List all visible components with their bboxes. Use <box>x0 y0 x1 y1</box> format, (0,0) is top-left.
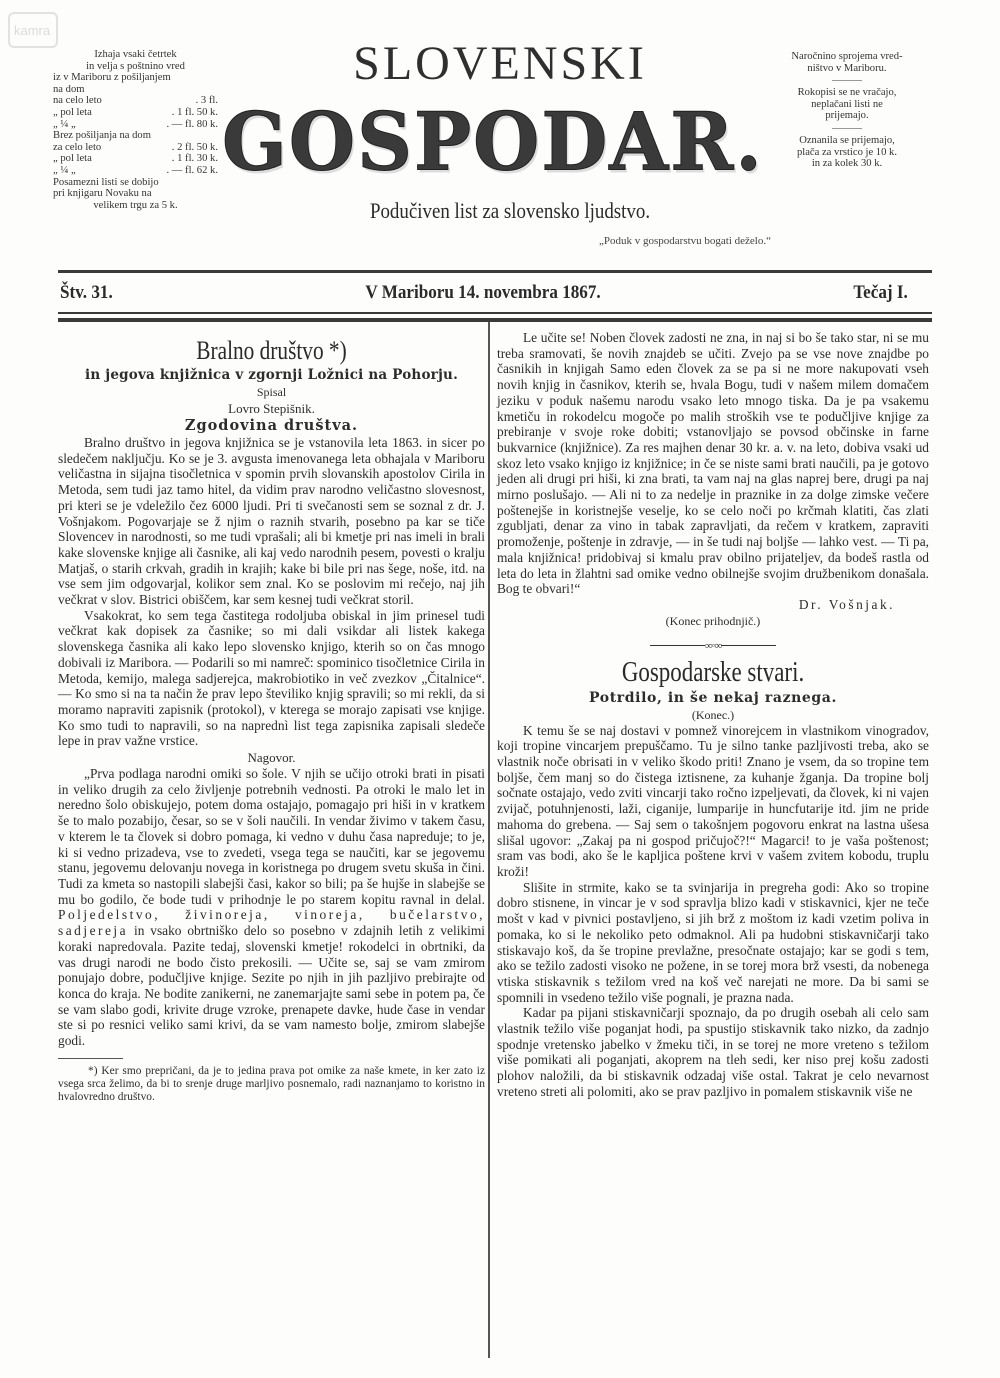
article-subtitle: Potrdilo, in še nekaj raznega. <box>589 689 837 706</box>
price-label: za celo leto <box>53 141 102 153</box>
paragraph: Kadar pa pijani stiskavničarji spoznajo, da po drugih osebah ali celo sam vlastnik težilo više poganjat hodi, pa spustijo stiskavnik tako nizko, da zadnjo spodnje vretensko jabelko v žmeku tiči, in se torej ne more vreteno s težilom više pomikati ali poganjati, akoprem na tleh sedi, ker niso prej košu zadosti plohov naložili, da bi stiskavnik odzadaj više ostal. Takrat je celo nevarnost vreteno streti ali polomiti, ako se prav pazljivo in pomalem stiskavnik više ne <box>497 1005 929 1099</box>
paragraph: Vsakokrat, ko sem tega častitega rodoljuba obiskal in jim prinesel tudi večkrat kak dopisek za časnike; so mi dali vsikdar ali listek kakega slovenskega časnika ali kako lepo slovensko knjigo, kterih so on čas mnogo dobivali iz Maribora. — Podarili so mi namreč: spominico tisočletnice Cirila in Metoda, kemijo, malega sadjerejca, makrobiotiko in več zvezkov „Čitalnice“. — Ko smo si na ta način že prav lepo številiko knjig spravili; so mi rekli, da si moramo napraviti zapisnik (protokol), v kterega se morajo zapisati vse knjige. Ko smo tudi to napravili, so na naprednì list tega zapisnika zapisali sledeče lepe in prav važne vrstice. <box>58 607 485 749</box>
info-line: ništvo v Mariboru. <box>807 62 887 74</box>
price-value: . 2 fl. 50 k. <box>171 141 218 153</box>
info-line: Izhaja vsaki četrtek <box>94 49 177 60</box>
price-value: . 1 fl. 50 k. <box>171 106 218 118</box>
price-label: „ ¼ „ <box>53 164 76 176</box>
subscription-info <box>53 49 218 211</box>
issue-number: Štv. 31. <box>60 282 113 303</box>
emphasized-text: Poljedelstvo, živinoreja, vinoreja, bučelarstvo, sadjereja <box>58 907 485 939</box>
info-line: neplačani listi ne <box>811 98 883 110</box>
dateline <box>60 282 908 304</box>
price-label: „ pol leta <box>53 106 92 118</box>
info-line: iz v Mariboru z pošiljanjem <box>53 72 171 84</box>
paragraph-text: „Prva podlaga narodni omiki so šole. V njih se učijo otroki brati in pisati in veliko drugih za celo življenje potrebnih vednosti. Pa otroki le malo let in neredno šolo obiskujejo, potem doma ostajajo, pomagajo pri hiši in v kratkem še to malo pozabijo, česar, so se v šoli naučili. In vendar živimo v takem času, v kterem le ta človek si dobro pomaga, ki vedno v duhu časa napreduje; to je, ki si vedno prizadeva, vse to zvedeti, vsega tega se naučiti, kar se jegovemu stanu, jegovemu delovanju novega in koristnega po drugem svetu skuša in čini. Tudi za kmeta so nastopili slabejši časi, kakor so bili; pa še hujše in slabejše se mu bo godilo, če bode tudi v prihodnje le po starem kopitu ravnal in delal. <box>58 766 485 907</box>
price-row <box>53 153 218 165</box>
paragraph: Le učite se! Noben človek zadosti ne zna, in naj si bo še tako star, ni se mu treba sramovati, še novih znajdeb se učiti. Zvejo pa se vse nove znajdbe po časnikih in knjigah Samo eden človek za se pa si ne more nakupovati vseh novih knjig in časnikov, kterih se, hvala Bogu, tudi v našem milem domačem jeziku v poduk našemu narodu vsako leto mnogo tiska. Da je pa vsakemu kmetiču in rokodelcu mogoče po malih stroških vse te podučljive knjige za prebiranje v svoje roke dobiti; vstanovljajo se povsod občinske in farne bukvarnice (knjižnice). Za res majhen denar 30 kr. a. v. na leto, dobiva vsaki ud skoz leto vsako knjigo iz knjižnice; in če se niste sami brati naučili, pa je gotovo jeden ali drugi pri hiši, ki zna brati, ta vam naj na glas naprej bere, drugi pa naj mirno poslušajo. — Ali ni to za nedelje in praznike in za dolge zimske večere poštenejše in koristnejše veselje, ko se celo noči po krčmah klatiti, čas zlati zgubljati, denar za vino in tabak zapravljati, da rečem v kratkem, zapraviti promoženje, poštenje in zdravje, — in še tudi naj boljše — lahko vest. — Ti pa, mala knjižnica! pridobivaj si kmalu prav obilno prijateljev, da bodeš rastla od leta do leta in žlahtni sad omike vedno obilnejše svojim družbenikom donašala. Bog te obvari!“ <box>497 330 929 597</box>
watermark-logo: kamra <box>8 12 58 48</box>
info-line: Naročnino sprojema vred- <box>791 51 903 62</box>
price-row <box>53 165 218 177</box>
price-row <box>53 119 218 131</box>
issue-volume: Tečaj I. <box>853 282 908 303</box>
article-title: Bralno društvo *) <box>196 336 347 365</box>
paragraph: Slišite in strmite, kako se ta svinjarija in pregreha godi: Ako so tropine dobro stisnene, in vincar je v sod spravlja blizo kadi v stiskavnici, kjer ne teče mošt v kad v pivnici postavljeno, si jih brž z moštom iz kadi vzetim poliva in pomaka, ko si le nekoliko peto odmaknol. Ali pa hudobni stiskavničarji tako stiskavajo koš, da še tropine prevlažne, presočnate ostajajo; kar se godi s tem, ako se težilo zadosti visoko ne požene, in se torej mora brž vsesti, da nobenega vtiska stiskavnik s težilom vred na koš več narejati ne more. Da bi sami se spomnili in vsedeno težilo više pognali, je prazna nada. <box>497 879 929 1005</box>
bottom-rule-thick <box>58 318 932 322</box>
price-value: . — fl. 80 k. <box>166 118 218 130</box>
info-line: Posamezni listi se dobijo <box>53 176 159 188</box>
footnote <box>58 1058 485 1104</box>
top-rule <box>58 270 932 273</box>
section-heading: Zgodovina društva. <box>184 417 359 434</box>
nagovor-heading: Nagovor. <box>247 750 296 766</box>
masthead-subtitle: Podučiven list za slovensko ljudstvo. <box>369 198 651 223</box>
article-author: Lovro Stepišnik. <box>228 401 315 416</box>
ornament-line <box>721 645 776 647</box>
info-line: pri knjigaru Novaku na <box>53 188 152 200</box>
signature: Dr. Vošnjak. <box>798 596 895 612</box>
price-row <box>53 142 218 154</box>
price-value: . 1 fl. 30 k. <box>171 153 218 165</box>
bottom-rule-thin <box>58 312 932 314</box>
info-line: Rokopisi se ne vračajo, <box>797 87 897 99</box>
divider <box>832 80 862 81</box>
masthead-title-top: SLOVENSKI <box>353 37 647 90</box>
footnote-text: *) Ker smo prepričani, da je to jedina prava pot omike za naše kmete, in ker zato iz vsega srca želimo, da bi to srenje druge marljivo posnemalo, radi naznanjamo to koristno in hvalovredno društvo. <box>58 1064 485 1103</box>
price-value: . 3 fl. <box>195 95 218 107</box>
paragraph <box>58 766 485 1049</box>
signature-line <box>497 597 929 613</box>
ornament-line <box>650 645 705 647</box>
section-title: Gospodarske stvari. <box>621 656 805 688</box>
price-label: „ pol leta <box>53 153 92 165</box>
info-line: in za kolek 30 k. <box>811 158 883 170</box>
info-line: velikem trgu za 5 k. <box>93 199 178 211</box>
price-row <box>53 95 218 107</box>
article-subtitle: in jegova knjižnica v zgornji Ložnici na Pohorju. <box>85 367 458 383</box>
paragraph: Bralno društvo in jegova knjižnica se je vstanovila leta 1863. in sicer po sledečem naključju. Ko se je 3. avgusta imenovanega leta obhajala v Mariboru veličastna in sijajna tisočletnica v spomin prvih slovanskih apostolov Cirila in Metoda, sem tudi jaz tamo hitel, da vidim prav narodno veličastno slovesnost, pri kteri se je vdeležilo čez 6000 ljudi. Pri ti svečanosti sem se soznal z dr. J. Vošnjakom. Pogovarjaje se ž njim o raznih stvarih, posebno pa kar se tiče Slovencev in narodnosti, so me tudi vprašali; ali bi kmetje pri nas imeli in brali kake slovenske knjige ali časnike, ali kaj vedo narodnih pesem, povesti o kralju Matjaš, o starih crkvah, gradih in krajih; kake bi bile pri nas šege, noše, itd. na vse sem jim odgovarjal, kolikor sem znal. Ko se poslovim mi rečejo, naj jih večkrat v slov. Bistrici obiščem, kar sem kesnej tudi večkrat storil. <box>58 435 485 608</box>
divider <box>832 128 862 129</box>
info-line: na dom <box>53 83 85 95</box>
paragraph: K temu še se naj dostavi v pomnež vinorejcem in vlastnikom vinogradov, koji tropine vincarjem prepuščamo. Tu je silno tanke pazljivosti treba, ako se vlastnik noče obrisati in v veliko škodo priti! Znano je vsem, da so tropine tem boljše, čem manj so do čistega iztisnene, za kuhanje žganja. Da tropine bolj sočnate ostajajo, vedo zviti vincarji tako ročno izpeljevati, da človek, ki ni vajen zvijač, potuhnjenosti, laži, ciganije, lumparije in huncfutarije itd. jim ne pride mahoma do grebena. — Saj sem o takošnjem pogovoru enkrat na lastna ušesa slišal ugovor: „Zakaj pa ni gospod pričujoč?!“ Magarci! to je vaša poštenost; sram vas bodi, ako še le kapljica poštene krvi v vašem zvitem kobodu, truplu kroži! <box>497 722 929 879</box>
byline-label: Spisal <box>256 385 287 399</box>
article-note: (Konec.) <box>691 707 735 722</box>
price-label: na celo leto <box>53 95 102 107</box>
ornament-divider <box>497 641 929 651</box>
info-line: Brez pošiljanja na dom <box>53 130 151 142</box>
info-line: in velja s poštnino vred <box>86 60 185 72</box>
paragraph-text: in vsako obrtniško delo so posebno v zdajnih letih z velikimi koraki napredovala. Pazite tedaj, slovenski kmetje! rokodelci in obrtniki, da vas drugi narodi ne bodo čisto prekosili. — Učite se, saj se vam zmirom ponujajo dobre, podučljive knjige. Sezite po njih in jih pazljivo prebirajte od konca do kraja. Ne bodite zanikerni, ne zanemarjajte sami sebe in potem pa, če se vam slabo godi, krivite druge vzroke, prenapete davke, hude čase in vendar ste si po resnici veliko sami krivi, da se vam namesto bolje, zmirom slabejše godi. <box>58 923 485 1049</box>
info-line: Oznanila se prijemajo, <box>799 134 895 146</box>
ornament-knot-icon: ∞◦∞ <box>704 639 722 652</box>
column-divider <box>488 322 490 1358</box>
price-label: „ ¼ „ <box>53 118 76 130</box>
footnote-rule <box>58 1058 123 1059</box>
price-row <box>53 107 218 119</box>
info-line: prijemajo. <box>825 110 869 122</box>
issue-date: V Mariboru 14. novembra 1867. <box>365 282 601 303</box>
publisher-info <box>762 51 932 170</box>
masthead-motto: „Poduk v gospodarstvu bogati deželo.“ <box>599 235 771 247</box>
continued-note: (Konec prihodnjič.) <box>665 613 761 628</box>
right-column <box>497 330 929 1100</box>
info-line: plača za vrstico je 10 k. <box>796 146 897 158</box>
price-value: . — fl. 62 k. <box>166 164 218 176</box>
masthead-title-main: GOSPODAR. <box>222 94 764 189</box>
left-column <box>58 336 485 1104</box>
